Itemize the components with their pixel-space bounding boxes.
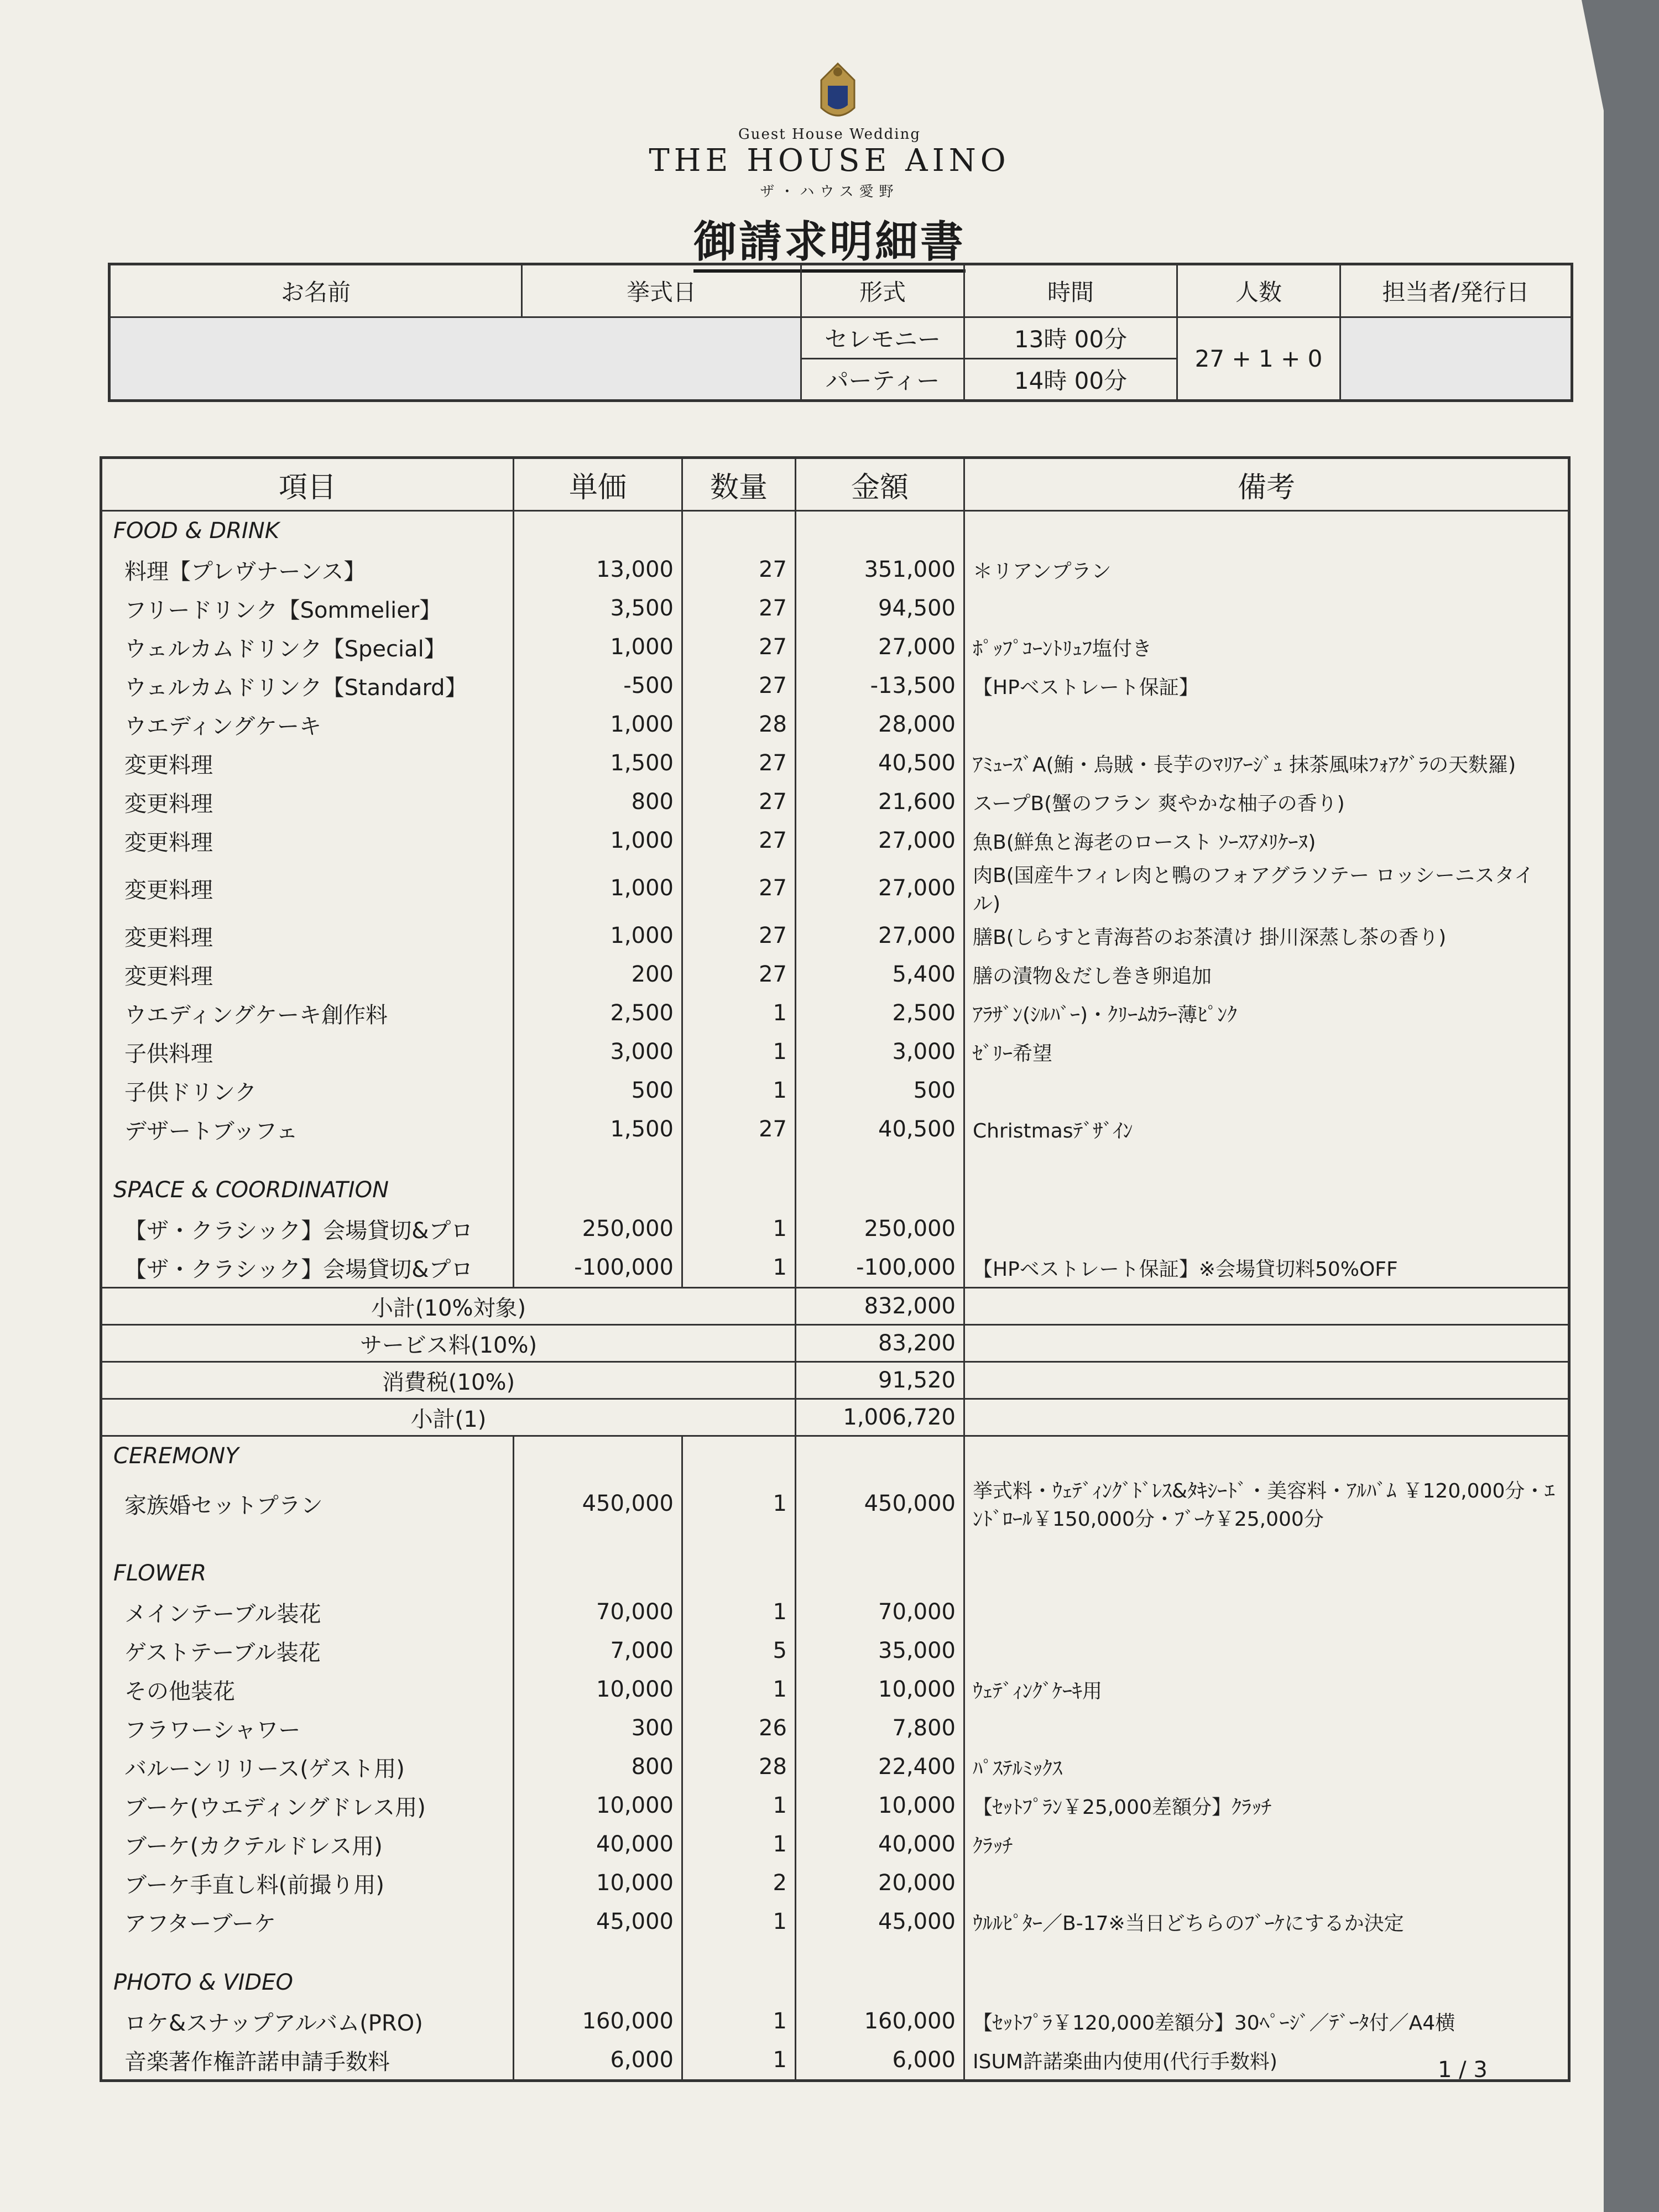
- item-row: [101, 1709, 1569, 1747]
- ceremony-label: セレモニー: [801, 317, 964, 359]
- item-name: メインテーブル装花: [101, 1593, 514, 1631]
- item-row: [101, 1902, 1569, 1941]
- item-name: その他装花: [101, 1670, 514, 1709]
- amount: 7,800: [796, 1709, 964, 1747]
- spacer-row: [101, 1532, 1569, 1554]
- unit-price: -500: [514, 666, 682, 705]
- item-name: 料理【プレヴナーンス】: [101, 550, 514, 589]
- item-row: [101, 1071, 1569, 1110]
- quantity: [682, 1963, 796, 2002]
- quantity: 27: [682, 955, 796, 994]
- remark: [964, 589, 1569, 628]
- item-row: [101, 821, 1569, 860]
- amount: 21,600: [796, 782, 964, 821]
- amount: 160,000: [796, 2002, 964, 2041]
- unit-price: 800: [514, 782, 682, 821]
- item-row: [101, 1631, 1569, 1670]
- item-name: PHOTO & VIDEO: [101, 1963, 514, 2002]
- item-row: [101, 860, 1569, 916]
- quantity: 28: [682, 1747, 796, 1786]
- section-row: [101, 1963, 1569, 2002]
- item-name: 【ザ・クラシック】会場貸切&プロ: [101, 1248, 514, 1288]
- info-table: [108, 263, 1573, 402]
- unit-price: 1,500: [514, 1110, 682, 1149]
- remark: スープB(蟹のフラン 爽やかな柚子の香り): [964, 782, 1569, 821]
- guest-count: 27 + 1 + 0: [1177, 317, 1340, 401]
- subtotal-row: [101, 1362, 1569, 1399]
- remark: [964, 1593, 1569, 1631]
- item-row: [101, 1110, 1569, 1149]
- unit-price: 1,000: [514, 821, 682, 860]
- subtotal-amount: 832,000: [796, 1288, 964, 1325]
- col-item: 項目: [101, 458, 514, 511]
- item-row: [101, 1786, 1569, 1825]
- remark: ﾊﾟｽﾃﾙﾐｯｸｽ: [964, 1747, 1569, 1786]
- quantity: [682, 1436, 796, 1476]
- remark: [964, 1149, 1569, 1171]
- item-row: [101, 916, 1569, 955]
- remark: [964, 1436, 1569, 1476]
- subtotal-label: 小計(10%対象): [101, 1288, 796, 1325]
- header-staff: 担当者/発行日: [1340, 264, 1572, 317]
- remark: [964, 1941, 1569, 1963]
- item-name: ブーケ(ウエディングドレス用): [101, 1786, 514, 1825]
- section-row: [101, 1171, 1569, 1209]
- quantity: 1: [682, 1902, 796, 1941]
- amount: 27,000: [796, 821, 964, 860]
- amount: 22,400: [796, 1747, 964, 1786]
- quantity: 1: [682, 1593, 796, 1631]
- item-name: SPACE & COORDINATION: [101, 1171, 514, 1209]
- item-name: [101, 1941, 514, 1963]
- item-row: [101, 1864, 1569, 1902]
- remark: [964, 1631, 1569, 1670]
- item-name: バルーンリリース(ゲスト用): [101, 1747, 514, 1786]
- amount: 27,000: [796, 916, 964, 955]
- item-name: ゲストテーブル装花: [101, 1631, 514, 1670]
- subtotal-amount: 91,520: [796, 1362, 964, 1399]
- item-row: [101, 666, 1569, 705]
- unit-price: 6,000: [514, 2041, 682, 2081]
- amount: 351,000: [796, 550, 964, 589]
- unit-price: 450,000: [514, 1475, 682, 1532]
- unit-price: 10,000: [514, 1786, 682, 1825]
- subtotal-row: [101, 1399, 1569, 1436]
- quantity: 1: [682, 1475, 796, 1532]
- item-name: 変更料理: [101, 744, 514, 782]
- remark: 挙式料・ｳｪﾃﾞｨﾝｸﾞﾄﾞﾚｽ&ﾀｷｼｰﾄﾞ・美容料・ｱﾙﾊﾞﾑ ￥120,000分・ｴﾝﾄﾞﾛｰﾙ￥150,000分・ﾌﾞｰｹ￥25,000分: [964, 1475, 1569, 1532]
- quantity: 1: [682, 1071, 796, 1110]
- item-row: [101, 550, 1569, 589]
- remark: [964, 1963, 1569, 2002]
- subtotal-row: [101, 1325, 1569, 1362]
- name-redacted: [109, 317, 801, 401]
- quantity: 26: [682, 1709, 796, 1747]
- item-name: ウェルカムドリンク【Standard】: [101, 666, 514, 705]
- remark: [964, 1554, 1569, 1593]
- quantity: 27: [682, 821, 796, 860]
- item-name: ブーケ(カクテルドレス用): [101, 1825, 514, 1864]
- quantity: [682, 1149, 796, 1171]
- unit-price: 1,000: [514, 628, 682, 666]
- remark: ﾎﾟｯﾌﾟｺｰﾝﾄﾘｭﾌ塩付き: [964, 628, 1569, 666]
- brand-name-jp: ザ・ハウス愛野: [760, 184, 899, 200]
- quantity: 27: [682, 916, 796, 955]
- quantity: 27: [682, 1110, 796, 1149]
- amount: [796, 1532, 964, 1554]
- quantity: 1: [682, 1032, 796, 1071]
- item-row: [101, 782, 1569, 821]
- quantity: 1: [682, 1670, 796, 1709]
- amount: 40,500: [796, 1110, 964, 1149]
- unit-price: [514, 1941, 682, 1963]
- remark: [964, 1071, 1569, 1110]
- item-name: CEREMONY: [101, 1436, 514, 1476]
- quantity: 27: [682, 744, 796, 782]
- item-row: [101, 1825, 1569, 1864]
- quantity: [682, 1532, 796, 1554]
- quantity: 27: [682, 628, 796, 666]
- remark: 【HPベストレート保証】※会場貸切料50%OFF: [964, 1248, 1569, 1288]
- item-name: [101, 1532, 514, 1554]
- item-name: 変更料理: [101, 782, 514, 821]
- remark: [964, 1864, 1569, 1902]
- amount: 28,000: [796, 705, 964, 744]
- amount: 6,000: [796, 2041, 964, 2081]
- quantity: 1: [682, 2002, 796, 2041]
- remark: [964, 1532, 1569, 1554]
- amount: 70,000: [796, 1593, 964, 1631]
- quantity: 1: [682, 1825, 796, 1864]
- item-row: [101, 1670, 1569, 1709]
- quantity: 27: [682, 589, 796, 628]
- amount: 10,000: [796, 1786, 964, 1825]
- section-row: [101, 1554, 1569, 1593]
- amount: [796, 1171, 964, 1209]
- remark: ｱﾗｻﾞﾝ(ｼﾙﾊﾞｰ)・ｸﾘｰﾑｶﾗｰ薄ﾋﾟﾝｸ: [964, 994, 1569, 1032]
- amount: 450,000: [796, 1475, 964, 1532]
- unit-price: [514, 1554, 682, 1593]
- item-row: [101, 994, 1569, 1032]
- amount: 45,000: [796, 1902, 964, 1941]
- unit-price: 300: [514, 1709, 682, 1747]
- remark: 魚B(鮮魚と海老のロースト ｿｰｽｱﾒﾘｹｰﾇ): [964, 821, 1569, 860]
- header-name: お名前: [109, 264, 522, 317]
- crest-logo: [810, 58, 865, 123]
- remark: Christmasﾃﾞｻﾞｲﾝ: [964, 1110, 1569, 1149]
- quantity: [682, 1941, 796, 1963]
- document-title: 御請求明細書: [0, 207, 1659, 269]
- unit-price: 500: [514, 1071, 682, 1110]
- unit-price: 1,500: [514, 744, 682, 782]
- quantity: 27: [682, 550, 796, 589]
- section-row: [101, 1436, 1569, 1476]
- subtotal-label: 小計(1): [101, 1399, 796, 1436]
- unit-price: 250,000: [514, 1209, 682, 1248]
- remark: 肉B(国産牛フィレ肉と鴨のフォアグラソテー ロッシーニスタイル): [964, 860, 1569, 916]
- item-name: 家族婚セットプラン: [101, 1475, 514, 1532]
- item-name: 音楽著作権許諾申請手数料: [101, 2041, 514, 2081]
- remark: ｳﾙﾙﾋﾟﾀｰ／B-17※当日どちらのﾌﾞｰｹにするか決定: [964, 1902, 1569, 1941]
- item-name: 子供料理: [101, 1032, 514, 1071]
- quantity: 1: [682, 1248, 796, 1288]
- subtotal-row: [101, 1288, 1569, 1325]
- unit-price: 7,000: [514, 1631, 682, 1670]
- spacer-row: [101, 1149, 1569, 1171]
- ceremony-time: 13時 00分: [964, 317, 1177, 359]
- staff-redacted: [1340, 317, 1572, 401]
- item-name: フラワーシャワー: [101, 1709, 514, 1747]
- unit-price: 3,500: [514, 589, 682, 628]
- item-row: [101, 705, 1569, 744]
- amount: -13,500: [796, 666, 964, 705]
- subtotal-note: [964, 1399, 1569, 1436]
- amount: 35,000: [796, 1631, 964, 1670]
- unit-price: 13,000: [514, 550, 682, 589]
- item-row: [101, 1593, 1569, 1631]
- amount: 40,500: [796, 744, 964, 782]
- quantity: 2: [682, 1864, 796, 1902]
- quantity: [682, 1171, 796, 1209]
- subtotal-note: [964, 1288, 1569, 1325]
- subtotal-label: 消費税(10%): [101, 1362, 796, 1399]
- unit-price: [514, 1149, 682, 1171]
- unit-price: 160,000: [514, 2002, 682, 2041]
- remark: 【ｾｯﾄﾌﾟﾗﾝ￥25,000差額分】ｸﾗｯﾁ: [964, 1786, 1569, 1825]
- amount: [796, 1941, 964, 1963]
- remark: 膳の漬物＆だし巻き卵追加: [964, 955, 1569, 994]
- subtotal-amount: 83,200: [796, 1325, 964, 1362]
- section-row: [101, 511, 1569, 551]
- subtotal-note: [964, 1362, 1569, 1399]
- remark: ｳｪﾃﾞｨﾝｸﾞｹｰｷ用: [964, 1670, 1569, 1709]
- item-name: FOOD & DRINK: [101, 511, 514, 551]
- remark: [964, 1171, 1569, 1209]
- remark: [964, 1709, 1569, 1747]
- col-price: 単価: [514, 458, 682, 511]
- remark: [964, 705, 1569, 744]
- amount: 250,000: [796, 1209, 964, 1248]
- amount: 20,000: [796, 1864, 964, 1902]
- item-name: ウェルカムドリンク【Special】: [101, 628, 514, 666]
- quantity: [682, 1554, 796, 1593]
- amount: 2,500: [796, 994, 964, 1032]
- item-row: [101, 955, 1569, 994]
- item-name: 変更料理: [101, 821, 514, 860]
- quantity: 27: [682, 782, 796, 821]
- col-amount: 金額: [796, 458, 964, 511]
- remark: 【ｾｯﾄﾌﾟﾗ￥120,000差額分】30ﾍﾟｰｼﾞ／ﾃﾞｰﾀ付／A4横: [964, 2002, 1569, 2041]
- item-name: 変更料理: [101, 916, 514, 955]
- unit-price: 1,000: [514, 860, 682, 916]
- item-name: 変更料理: [101, 955, 514, 994]
- item-name: 【ザ・クラシック】会場貸切&プロ: [101, 1209, 514, 1248]
- amount: [796, 1436, 964, 1476]
- amount: 27,000: [796, 628, 964, 666]
- quantity: 27: [682, 666, 796, 705]
- amount: 3,000: [796, 1032, 964, 1071]
- remark: ＊リアンプラン: [964, 550, 1569, 589]
- remark: ISUM許諾楽曲内使用(代行手数料): [964, 2041, 1569, 2081]
- amount: [796, 1149, 964, 1171]
- quantity: 1: [682, 1786, 796, 1825]
- item-name: ロケ&スナップアルバム(PRO): [101, 2002, 514, 2041]
- amount: 94,500: [796, 589, 964, 628]
- subtotal-label: サービス料(10%): [101, 1325, 796, 1362]
- remark: [964, 511, 1569, 551]
- item-name: ブーケ手直し料(前撮り用): [101, 1864, 514, 1902]
- quantity: 1: [682, 1209, 796, 1248]
- item-row: [101, 744, 1569, 782]
- col-note: 備考: [964, 458, 1569, 511]
- subtotal-amount: 1,006,720: [796, 1399, 964, 1436]
- amount: 5,400: [796, 955, 964, 994]
- item-name: ウエディングケーキ: [101, 705, 514, 744]
- item-name: 変更料理: [101, 860, 514, 916]
- amount: 27,000: [796, 860, 964, 916]
- spacer-row: [101, 1941, 1569, 1963]
- unit-price: -100,000: [514, 1248, 682, 1288]
- quantity: 1: [682, 994, 796, 1032]
- unit-price: 10,000: [514, 1864, 682, 1902]
- unit-price: [514, 1436, 682, 1476]
- header-subtitle: Guest House Wedding: [738, 126, 921, 143]
- party-time: 14時 00分: [964, 359, 1177, 401]
- item-row: [101, 628, 1569, 666]
- amount: 40,000: [796, 1825, 964, 1864]
- item-row: [101, 589, 1569, 628]
- party-label: パーティー: [801, 359, 964, 401]
- item-row: [101, 1747, 1569, 1786]
- item-name: [101, 1149, 514, 1171]
- unit-price: [514, 1171, 682, 1209]
- header-date: 挙式日: [522, 264, 801, 317]
- remark: ｱﾐｭｰｽﾞA(鮪・烏賊・長芋のﾏﾘｱｰｼﾞｭ 抹茶風味ﾌｫｱｸﾞﾗの天麩羅): [964, 744, 1569, 782]
- quantity: 27: [682, 860, 796, 916]
- unit-price: [514, 1963, 682, 2002]
- unit-price: 45,000: [514, 1902, 682, 1941]
- remark: 膳B(しらすと青海苔のお茶漬け 掛川深蒸し茶の香り): [964, 916, 1569, 955]
- unit-price: 1,000: [514, 916, 682, 955]
- header-format: 形式: [801, 264, 964, 317]
- unit-price: 800: [514, 1747, 682, 1786]
- item-name: ウエディングケーキ創作料: [101, 994, 514, 1032]
- quantity: 1: [682, 2041, 796, 2081]
- unit-price: 2,500: [514, 994, 682, 1032]
- header-guests: 人数: [1177, 264, 1340, 317]
- item-name: アフターブーケ: [101, 1902, 514, 1941]
- amount: 500: [796, 1071, 964, 1110]
- quantity: 28: [682, 705, 796, 744]
- remark: ｾﾞﾘｰ希望: [964, 1032, 1569, 1071]
- remark: [964, 1209, 1569, 1248]
- item-name: デザートブッフェ: [101, 1110, 514, 1149]
- unit-price: 3,000: [514, 1032, 682, 1071]
- quantity: [682, 511, 796, 551]
- unit-price: [514, 1532, 682, 1554]
- unit-price: 10,000: [514, 1670, 682, 1709]
- amount: -100,000: [796, 1248, 964, 1288]
- col-qty: 数量: [682, 458, 796, 511]
- remark: ｸﾗｯﾁ: [964, 1825, 1569, 1864]
- unit-price: [514, 511, 682, 551]
- amount: [796, 511, 964, 551]
- unit-price: 40,000: [514, 1825, 682, 1864]
- remark: 【HPベストレート保証】: [964, 666, 1569, 705]
- item-name: フリードリンク【Sommelier】: [101, 589, 514, 628]
- page-number: 1 / 3: [1438, 2057, 1488, 2083]
- item-name: 子供ドリンク: [101, 1071, 514, 1110]
- amount: [796, 1963, 964, 2002]
- item-name: FLOWER: [101, 1554, 514, 1593]
- item-row: [101, 1248, 1569, 1288]
- header-time: 時間: [964, 264, 1177, 317]
- amount: [796, 1554, 964, 1593]
- quantity: 5: [682, 1631, 796, 1670]
- unit-price: 200: [514, 955, 682, 994]
- brand-name: THE HOUSE AINO: [649, 143, 1010, 179]
- unit-price: 70,000: [514, 1593, 682, 1631]
- items-table: [100, 456, 1571, 2082]
- item-row: [101, 2002, 1569, 2041]
- item-row: [101, 2041, 1569, 2081]
- item-row: [101, 1475, 1569, 1532]
- amount: 10,000: [796, 1670, 964, 1709]
- item-row: [101, 1032, 1569, 1071]
- unit-price: 1,000: [514, 705, 682, 744]
- item-row: [101, 1209, 1569, 1248]
- subtotal-note: [964, 1325, 1569, 1362]
